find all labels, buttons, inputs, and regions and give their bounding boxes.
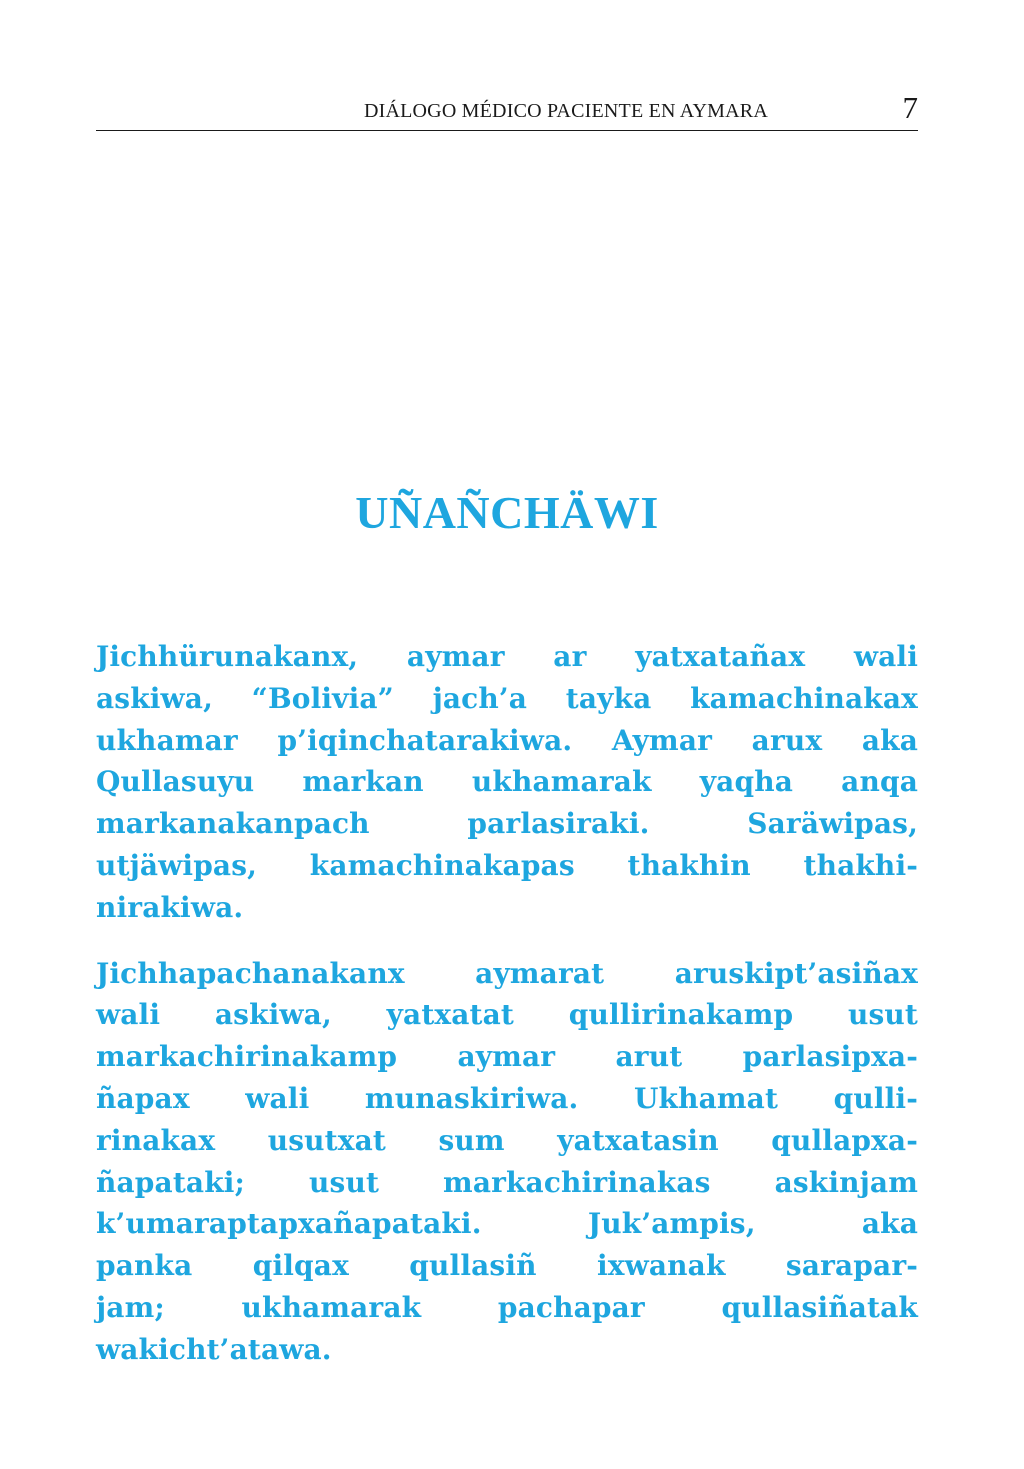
paragraph-line: wali askiwa, yatxatat qullirinakamp usut	[96, 998, 918, 1032]
paragraph-line: markanakanpach parlasiraki. Saräwipas,	[96, 807, 918, 841]
paragraph-2	[96, 953, 918, 1371]
paragraph-line: Jichhapachanakanx aymarat aruskipt’asiñax	[96, 956, 918, 990]
paragraph-line: ñapax wali munaskiriwa. Ukhamat qulli-	[96, 1081, 918, 1115]
paragraph-line: jam; ukhamarak pachapar qullasiñatak	[96, 1290, 918, 1324]
paragraph-line: askiwa, “Bolivia” jach’a tayka kamachinakax	[96, 681, 918, 715]
paragraph-line: Jichhürunakanx, aymar ar yatxatañax wali	[96, 640, 918, 673]
paragraph-line: Qullasuyu markan ukhamarak yaqha anqa	[96, 765, 918, 799]
paragraph-line: ñapataki; usut markachirinakas askinjam	[96, 1165, 918, 1199]
body-text	[96, 636, 918, 1395]
page-number: 7	[902, 90, 918, 125]
paragraph-line: utjäwipas, kamachinakapas thakhin thakhi-	[96, 848, 918, 882]
chapter-title: UÑAÑCHÄWI	[355, 487, 659, 538]
running-title: DIÁLOGO MÉDICO PACIENTE EN AYMARA	[363, 100, 768, 122]
paragraph-line: panka qilqax qullasiñ ixwanak sarapar-	[96, 1249, 918, 1283]
running-header	[96, 90, 918, 131]
paragraph-line: nirakiwa.	[96, 890, 244, 924]
paragraph-line: k’umaraptapxañapataki. Juk’ampis, aka	[96, 1207, 918, 1241]
paragraph-line: ukhamar p’iqinchatarakiwa. Aymar arux aka	[96, 723, 918, 757]
paragraph-line: wakicht’atawa.	[96, 1332, 332, 1366]
paragraph-1	[96, 636, 918, 929]
paragraph-line: markachirinakamp aymar arut parlasipxa-	[96, 1040, 918, 1074]
paragraph-line: rinakax usutxat sum yatxatasin qullapxa-	[96, 1123, 918, 1157]
